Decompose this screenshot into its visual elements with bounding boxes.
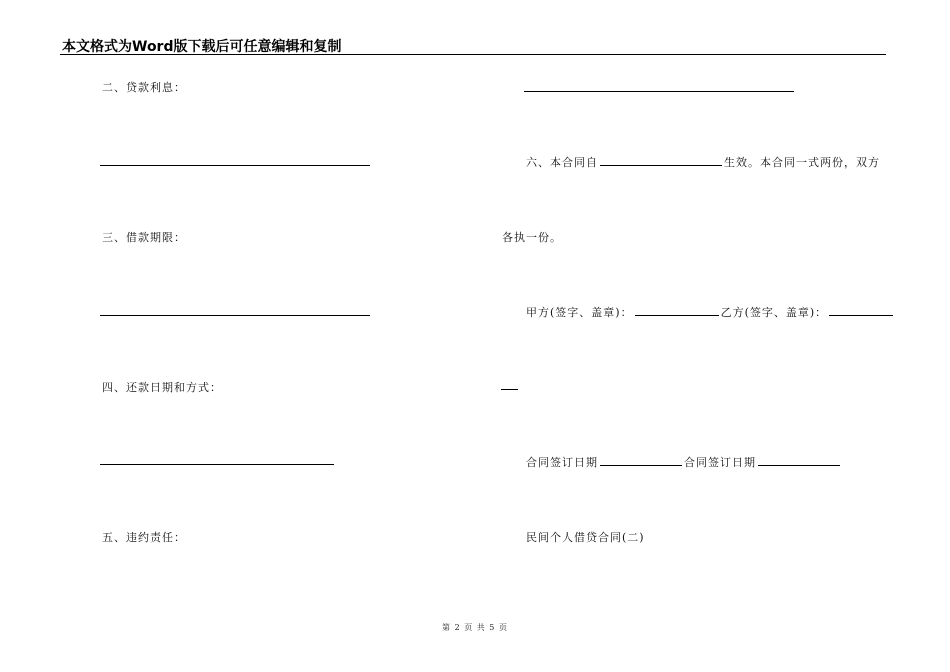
party-a-label: 甲方(签字、盖章)： xyxy=(526,306,633,319)
effect-date-blank xyxy=(600,155,722,166)
party-b-label: 乙方(签字、盖章)： xyxy=(720,306,828,319)
right-top-blank-line xyxy=(524,91,794,92)
sign-date-line xyxy=(526,454,842,470)
repayment-blank-line xyxy=(100,464,334,465)
effect-suffix: 生效。本合同一式两份，双方 xyxy=(724,156,880,169)
header-rule xyxy=(60,54,886,55)
party-b-blank-cont xyxy=(501,389,518,390)
breach-label: 五、违约责任： xyxy=(102,531,186,544)
next-contract-title: 民间个人借贷合同(二) xyxy=(526,531,645,544)
party-b-blank xyxy=(829,305,893,316)
party-a-blank xyxy=(635,305,719,316)
effect-clause xyxy=(526,154,880,170)
page-header-title: 本文格式为Word版下载后可任意编辑和复制 xyxy=(62,39,342,55)
repayment-label: 四、还款日期和方式： xyxy=(102,381,222,394)
interest-blank-line xyxy=(100,165,370,166)
signature-line xyxy=(526,304,895,320)
term-blank-line xyxy=(100,315,370,316)
sign-date-blank-1 xyxy=(600,455,682,466)
effect-prefix: 六、本合同自 xyxy=(526,156,598,169)
sign-date-blank-2 xyxy=(758,455,840,466)
sign-date-label-2: 合同签订日期 xyxy=(684,456,756,469)
page-number-footer: 第 2 页 共 5 页 xyxy=(442,623,508,632)
interest-label: 二、贷款利息： xyxy=(102,81,186,94)
term-label: 三、借款期限： xyxy=(102,231,186,244)
sign-date-label-1: 合同签订日期 xyxy=(526,456,598,469)
effect-continuation: 各执一份。 xyxy=(502,231,562,244)
